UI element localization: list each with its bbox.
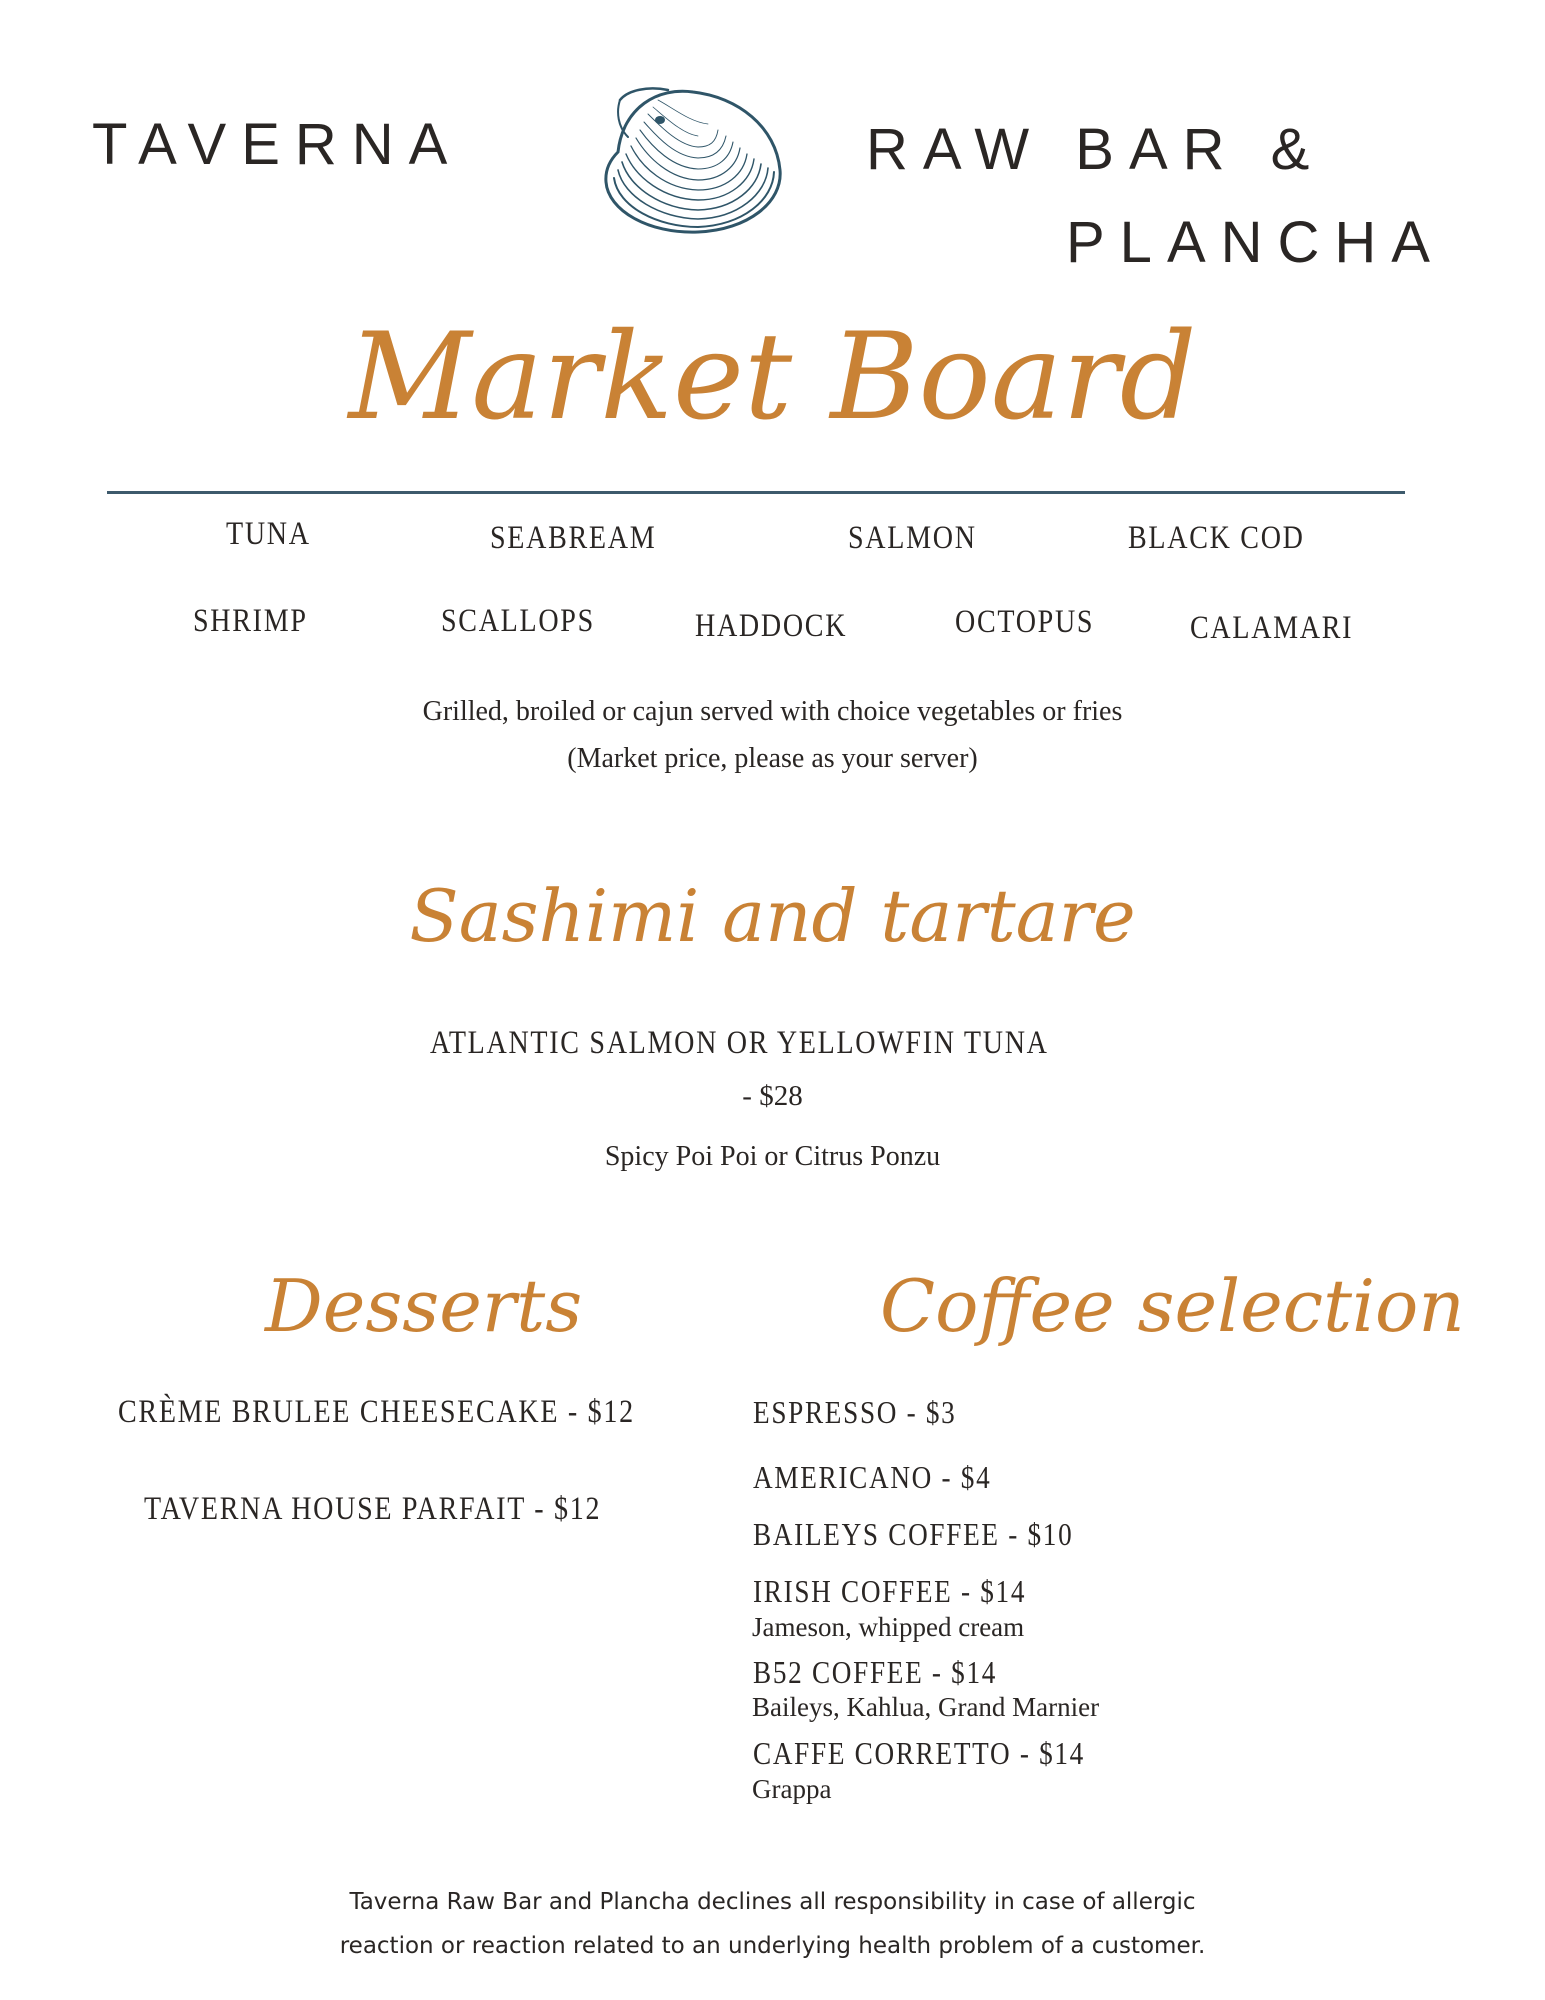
- market-board-description: Grilled, broiled or cajun served with choice vegetables or fries: [422, 696, 1123, 727]
- coffee-item-note: Baileys, Kahlua, Grand Marnier: [752, 1692, 1100, 1722]
- brand-title-right-line2: PLANCHA: [1066, 210, 1445, 275]
- sashimi-item-name: ATLANTIC SALMON OR YELLOWFIN TUNA: [430, 1025, 1049, 1061]
- fish-item-calamari: CALAMARI: [1190, 610, 1354, 646]
- fish-item-salmon: SALMON: [848, 520, 977, 556]
- disclaimer-line-1: Taverna Raw Bar and Plancha declines all responsibility in case of allergic: [349, 1889, 1196, 1915]
- clam-shell-icon: [598, 82, 788, 237]
- desserts-heading: Desserts: [265, 1264, 583, 1348]
- dessert-item: CRÈME BRULEE CHEESECAKE - $12: [118, 1394, 635, 1430]
- coffee-item: IRISH COFFEE - $14: [753, 1573, 1027, 1609]
- fish-item-tuna: TUNA: [226, 516, 311, 552]
- fish-item-black-cod: BLACK COD: [1128, 520, 1305, 556]
- fish-item-shrimp: SHRIMP: [193, 603, 308, 639]
- market-board-price-note: (Market price, please as your server): [567, 743, 978, 774]
- section-divider: [107, 491, 1405, 494]
- coffee-item: ESPRESSO - $3: [753, 1394, 957, 1430]
- brand-title-left: TAVERNA: [92, 112, 463, 177]
- coffee-heading: Coffee selection: [880, 1264, 1465, 1348]
- fish-item-octopus: OCTOPUS: [955, 604, 1095, 640]
- fish-item-seabream: SEABREAM: [490, 520, 657, 556]
- sashimi-heading: Sashimi and tartare: [409, 874, 1136, 958]
- fish-item-scallops: SCALLOPS: [441, 603, 595, 639]
- coffee-item: CAFFE CORRETTO - $14: [753, 1735, 1085, 1771]
- coffee-item-note: Jameson, whipped cream: [752, 1612, 1025, 1642]
- disclaimer-line-2: reaction or reaction related to an underlying health problem of a customer.: [339, 1933, 1206, 1959]
- brand-title-right-line1: RAW BAR &: [866, 117, 1325, 182]
- coffee-item: B52 COFFEE - $14: [753, 1654, 998, 1690]
- dessert-item: TAVERNA HOUSE PARFAIT - $12: [144, 1491, 602, 1527]
- market-board-heading: Market Board: [348, 308, 1197, 447]
- allergy-disclaimer: [0, 1880, 1545, 1968]
- coffee-item: AMERICANO - $4: [753, 1459, 992, 1495]
- sashimi-item-price: - $28: [742, 1080, 803, 1112]
- coffee-item-note: Grappa: [752, 1774, 832, 1804]
- coffee-item: BAILEYS COFFEE - $10: [753, 1516, 1074, 1552]
- fish-item-haddock: HADDOCK: [695, 608, 848, 644]
- sashimi-item-note: Spicy Poi Poi or Citrus Ponzu: [604, 1141, 941, 1172]
